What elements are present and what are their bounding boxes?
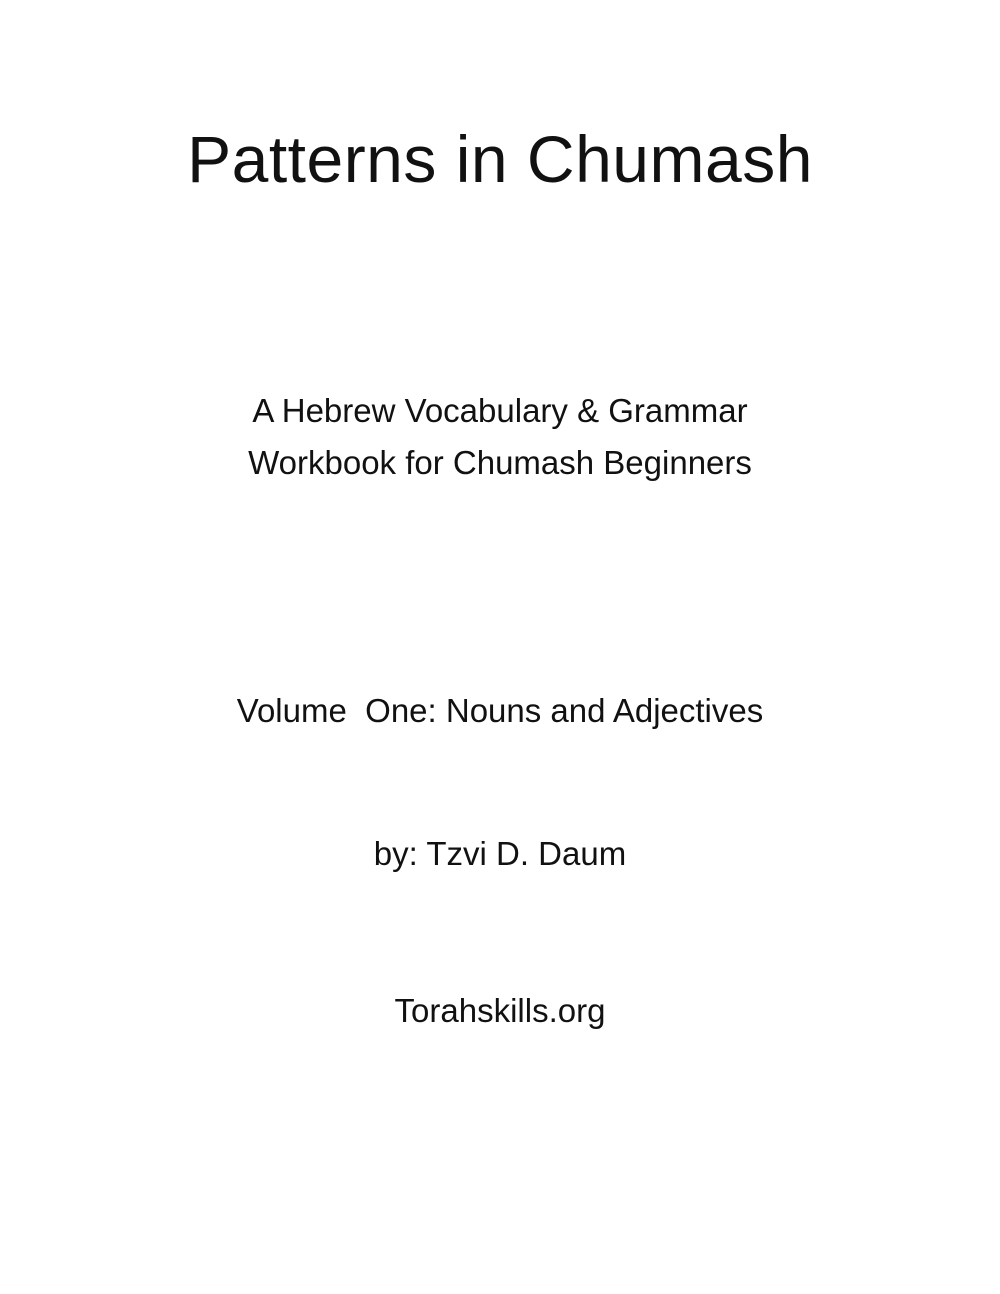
website-text: Torahskills.org [394, 992, 606, 1029]
volume-label: Volume One: Nouns and Adjectives [236, 692, 764, 729]
subtitle-line-2: Workbook for Chumash Beginners [248, 444, 752, 481]
author-byline: by: Tzvi D. Daum [373, 835, 627, 872]
book-title: Patterns in Chumash [187, 122, 813, 196]
subtitle-line-1: A Hebrew Vocabulary & Grammar [252, 392, 748, 429]
